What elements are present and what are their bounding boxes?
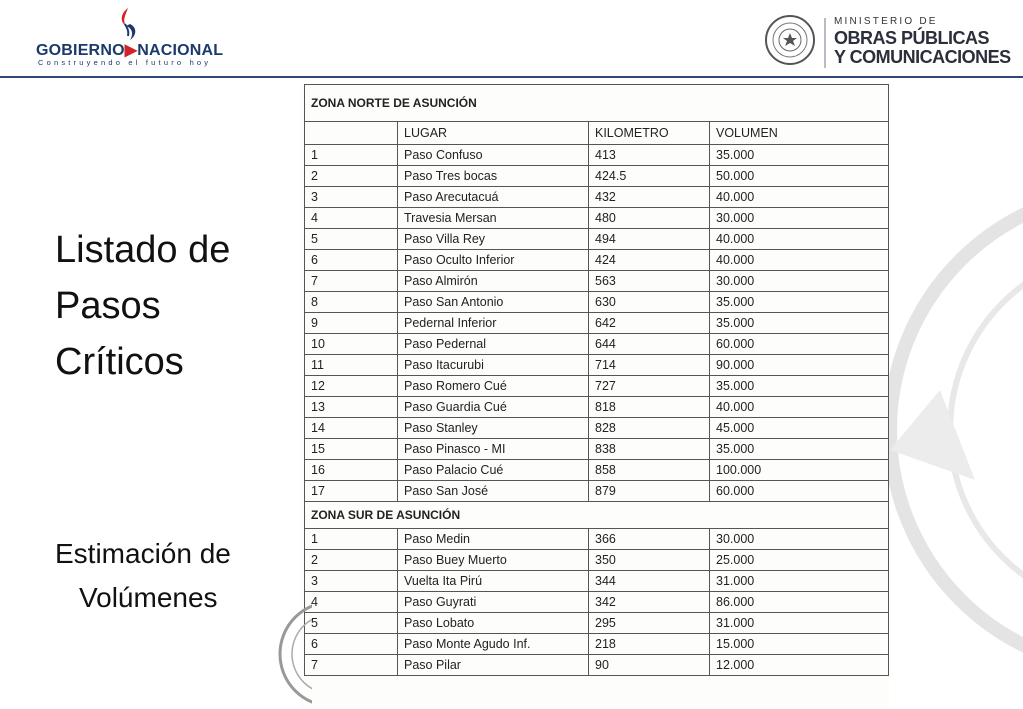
row-kilometro: 494 (589, 229, 710, 250)
mopc-logo[interactable] (764, 12, 1014, 72)
table-row (305, 460, 889, 481)
row-lugar: Pedernal Inferior (398, 313, 589, 334)
row-volumen: 60.000 (710, 334, 889, 355)
row-lugar: Paso Buey Muerto (398, 550, 589, 571)
row-lugar: Paso Pedernal (398, 334, 589, 355)
row-number: 7 (305, 655, 398, 676)
row-lugar: Paso Pilar (398, 655, 589, 676)
row-kilometro: 727 (589, 376, 710, 397)
gobierno-nacional-wordmark: GOBIERNO▶NACIONAL (36, 42, 224, 59)
table-row (305, 187, 889, 208)
table-row (305, 355, 889, 376)
pasos-criticos-table (304, 84, 889, 676)
row-kilometro: 642 (589, 313, 710, 334)
row-kilometro: 90 (589, 655, 710, 676)
row-volumen: 31.000 (710, 571, 889, 592)
row-lugar: Paso Medin (398, 529, 589, 550)
header-rule (0, 76, 1023, 78)
table-row (305, 250, 889, 271)
row-kilometro: 218 (589, 634, 710, 655)
row-kilometro: 350 (589, 550, 710, 571)
row-number: 1 (305, 529, 398, 550)
col-header-kilometro: KILOMETRO (589, 122, 710, 145)
table-row (305, 271, 889, 292)
row-kilometro: 424 (589, 250, 710, 271)
row-volumen: 50.000 (710, 166, 889, 187)
row-lugar: Paso Confuso (398, 145, 589, 166)
ink-stamp-icon (272, 584, 312, 704)
mopc-line3: Y COMUNICACIONES (834, 47, 1011, 67)
table-row (305, 229, 889, 250)
row-volumen: 25.000 (710, 550, 889, 571)
title-line-1: Listado de (55, 229, 231, 271)
gobierno-tagline: Construyendo el futuro hoy (38, 58, 212, 67)
table-row (305, 376, 889, 397)
row-lugar: Paso Stanley (398, 418, 589, 439)
table-row (305, 418, 889, 439)
row-volumen: 40.000 (710, 229, 889, 250)
table-row (305, 592, 889, 613)
row-number: 2 (305, 550, 398, 571)
header-bar (0, 0, 1023, 78)
row-number: 6 (305, 250, 398, 271)
row-kilometro: 818 (589, 397, 710, 418)
table-row (305, 439, 889, 460)
row-kilometro: 563 (589, 271, 710, 292)
table-header-row (305, 122, 889, 145)
table-row (305, 166, 889, 187)
row-number: 13 (305, 397, 398, 418)
mopc-line2: OBRAS PÚBLICAS (834, 28, 990, 48)
subtitle-line-2: Volúmenes (79, 582, 218, 613)
row-number: 4 (305, 208, 398, 229)
table-row (305, 550, 889, 571)
row-number: 5 (305, 613, 398, 634)
row-volumen: 35.000 (710, 145, 889, 166)
row-kilometro: 644 (589, 334, 710, 355)
row-lugar: Paso Guyrati (398, 592, 589, 613)
row-volumen: 31.000 (710, 613, 889, 634)
seal-watermark-icon (880, 150, 1023, 709)
row-lugar: Travesia Mersan (398, 208, 589, 229)
row-kilometro: 366 (589, 529, 710, 550)
row-kilometro: 838 (589, 439, 710, 460)
table-body (305, 85, 889, 676)
zone-north-title: ZONA NORTE DE ASUNCIÓN (305, 85, 889, 122)
row-kilometro: 858 (589, 460, 710, 481)
row-number: 4 (305, 592, 398, 613)
row-volumen: 12.000 (710, 655, 889, 676)
row-number: 7 (305, 271, 398, 292)
row-lugar: Paso Villa Rey (398, 229, 589, 250)
table-row (305, 292, 889, 313)
scanned-document (300, 84, 889, 709)
row-lugar: Paso Pinasco - MI (398, 439, 589, 460)
row-volumen: 30.000 (710, 271, 889, 292)
col-header-volumen: VOLUMEN (710, 122, 889, 145)
row-kilometro: 413 (589, 145, 710, 166)
title-line-2: Pasos (55, 285, 161, 327)
row-number: 3 (305, 571, 398, 592)
row-lugar: Paso Palacio Cué (398, 460, 589, 481)
row-lugar: Paso Oculto Inferior (398, 250, 589, 271)
row-kilometro: 344 (589, 571, 710, 592)
row-kilometro: 432 (589, 187, 710, 208)
row-volumen: 86.000 (710, 592, 889, 613)
table-row (305, 655, 889, 676)
table-row (305, 571, 889, 592)
row-lugar: Paso Almirón (398, 271, 589, 292)
gobierno-nacional-logo[interactable] (36, 8, 226, 68)
row-volumen: 30.000 (710, 529, 889, 550)
row-number: 9 (305, 313, 398, 334)
table-row (305, 613, 889, 634)
row-number: 15 (305, 439, 398, 460)
row-number: 16 (305, 460, 398, 481)
slide-title (55, 222, 265, 390)
row-volumen: 100.000 (710, 460, 889, 481)
row-kilometro: 480 (589, 208, 710, 229)
row-lugar: Paso Romero Cué (398, 376, 589, 397)
col-header-num (305, 122, 398, 145)
logo-divider (824, 18, 826, 68)
flag-flame-icon (116, 8, 138, 42)
row-volumen: 60.000 (710, 481, 889, 502)
row-kilometro: 424.5 (589, 166, 710, 187)
row-kilometro: 828 (589, 418, 710, 439)
table-row (305, 481, 889, 502)
row-lugar: Paso Monte Agudo Inf. (398, 634, 589, 655)
row-kilometro: 342 (589, 592, 710, 613)
row-number: 3 (305, 187, 398, 208)
table-row (305, 313, 889, 334)
table-row (305, 529, 889, 550)
row-number: 1 (305, 145, 398, 166)
table-row (305, 634, 889, 655)
row-number: 10 (305, 334, 398, 355)
row-volumen: 90.000 (710, 355, 889, 376)
row-lugar: Paso San José (398, 481, 589, 502)
nacional-word: NACIONAL (137, 42, 224, 59)
row-volumen: 35.000 (710, 313, 889, 334)
gobierno-word: GOBIERNO (36, 42, 125, 59)
row-number: 8 (305, 292, 398, 313)
col-header-lugar: LUGAR (398, 122, 589, 145)
paraguay-seal-icon (764, 14, 816, 66)
row-lugar: Paso Itacurubi (398, 355, 589, 376)
table-row (305, 334, 889, 355)
zone-south-title: ZONA SUR DE ASUNCIÓN (305, 502, 889, 529)
row-kilometro: 714 (589, 355, 710, 376)
row-lugar: Paso Arecutacuá (398, 187, 589, 208)
subtitle-line-1: Estimación de (55, 538, 231, 569)
table-row (305, 145, 889, 166)
row-number: 2 (305, 166, 398, 187)
row-kilometro: 295 (589, 613, 710, 634)
row-volumen: 35.000 (710, 292, 889, 313)
row-volumen: 35.000 (710, 439, 889, 460)
mopc-line1: MINISTERIO DE (834, 16, 938, 27)
zone-south-row (305, 502, 889, 529)
slide-subtitle (55, 532, 295, 620)
row-lugar: Paso Lobato (398, 613, 589, 634)
row-lugar: Paso Guardia Cué (398, 397, 589, 418)
row-lugar: Vuelta Ita Pirú (398, 571, 589, 592)
row-volumen: 45.000 (710, 418, 889, 439)
row-number: 17 (305, 481, 398, 502)
row-volumen: 15.000 (710, 634, 889, 655)
row-volumen: 35.000 (710, 376, 889, 397)
row-volumen: 40.000 (710, 187, 889, 208)
row-volumen: 40.000 (710, 397, 889, 418)
title-line-3: Críticos (55, 341, 184, 383)
row-lugar: Paso San Antonio (398, 292, 589, 313)
table-row (305, 397, 889, 418)
row-volumen: 40.000 (710, 250, 889, 271)
row-number: 12 (305, 376, 398, 397)
zone-north-row (305, 85, 889, 122)
row-number: 5 (305, 229, 398, 250)
row-number: 14 (305, 418, 398, 439)
row-kilometro: 630 (589, 292, 710, 313)
row-volumen: 30.000 (710, 208, 889, 229)
table-row (305, 208, 889, 229)
row-lugar: Paso Tres bocas (398, 166, 589, 187)
row-number: 11 (305, 355, 398, 376)
row-kilometro: 879 (589, 481, 710, 502)
row-number: 6 (305, 634, 398, 655)
